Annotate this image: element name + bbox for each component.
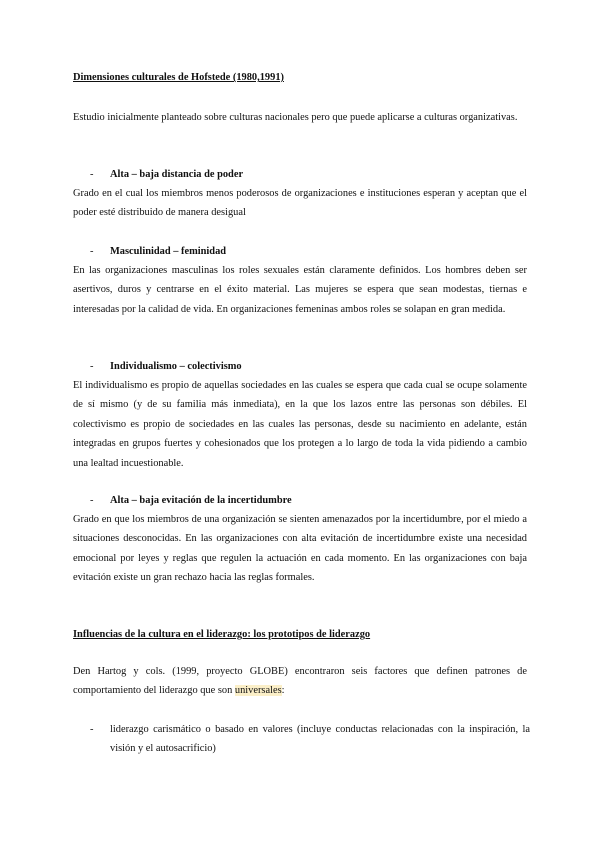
section-heading-leadership: Influencias de la cultura en el liderazgo: los prototipos de liderazgo (73, 629, 371, 640)
dimension-title-individualism: Individualismo – colectivismo (110, 361, 242, 372)
bullet-dash: - (90, 724, 94, 735)
dimension-text-individualism: El individualismo es propio de aquellas sociedades en las cuales se espera que cada cual se ocupe solamente de sí mismo (y de su familia más inmediata), en la que los lazos entre las personas son débiles. El colectivismo es propio de sociedades en las cuales las personas, desde su nacimiento en adelante, están integradas en grupos fuertes y cohesionados que los protegen a lo largo de toda la vida pidiendo a cambio una lealtad incuestionable. (73, 380, 527, 469)
section-heading-hofstede: Dimensiones culturales de Hofstede (1980,1991) (73, 72, 284, 83)
intro-colon: : (281, 685, 285, 697)
intro-paragraph: Estudio inicialmente planteado sobre culturas nacionales pero que puede aplicarse a culturas organizativas. (73, 112, 518, 123)
highlighted-word: universales (234, 685, 282, 697)
dimension-title-masculinity: Masculinidad – feminidad (110, 246, 227, 257)
dimension-text-power-distance: Grado en el cual los miembros menos poderosos de organizaciones e instituciones esperan y aceptan que el poder esté distribuido de manera desigual (73, 188, 527, 219)
bullet-dash: - (90, 495, 94, 506)
leadership-factor-item: liderazgo carismático o basado en valores (incluye conductas relacionadas con la inspiración, la visión y el autosacrificio) (110, 724, 530, 755)
intro-text: Den Hartog y cols. (1999, proyecto GLOBE) encontraron seis factores que definen patrones de comportamiento del liderazgo que son (73, 666, 527, 697)
dimension-title-uncertainty: Alta – baja evitación de la incertidumbre (110, 495, 292, 506)
dimension-title-power-distance: Alta – baja distancia de poder (110, 169, 244, 180)
leadership-intro-paragraph (73, 662, 527, 701)
bullet-dash: - (90, 361, 94, 372)
bullet-dash: - (90, 246, 94, 257)
dimension-text-uncertainty: Grado en que los miembros de una organización se sienten amenazados por la incertidumbre, por el miedo a situaciones desconocidas. En las organizaciones con alta evitación de incertidumbre existe una necesidad emocional por leyes y reglas que regulen la actuación en cada momento. En las organizaciones con baja evitación existe un gran rechazo hacia las reglas formales. (73, 514, 527, 584)
bullet-dash: - (90, 169, 94, 180)
dimension-text-masculinity: En las organizaciones masculinas los roles sexuales están claramente definidos. Los hombres deben ser asertivos, duros y centrarse en el éxito material. Las mujeres se espera que sean modestas, tiernas e interesadas por la calidad de vida. En organizaciones femeninas ambos roles se solapan en gran medida. (73, 265, 527, 315)
